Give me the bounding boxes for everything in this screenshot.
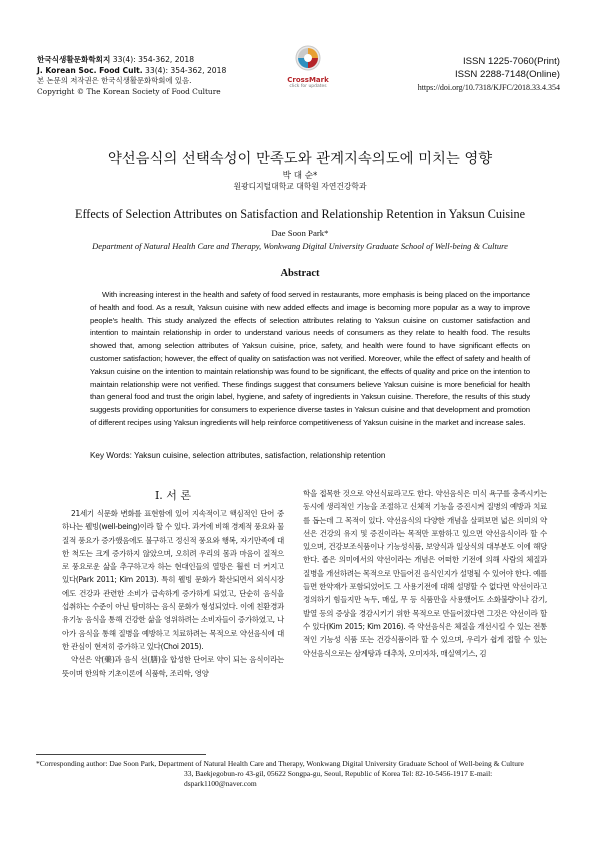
crossmark-label: CrossMark [287,76,329,84]
journal-en-name: J. Korean Soc. Food Cult. [37,65,143,75]
author-english: Dae Soon Park* [271,228,329,238]
abstract-heading: Abstract [280,268,320,279]
doi-link[interactable]: https://doi.org/10.7318/KJFC/2018.33.4.354 [417,83,560,92]
journal-en-line [37,66,226,77]
paragraph: 21세기 식문화 변화를 표현함에 있어 지속적이고 핵심적인 단어 중 하나는 웰빙(well-being)이라 할 수 있다. 과거에 비해 경제적 풍요와 물질적 풍요가 증가했음에도 불구하고 정신적 풍요와 행복, 자기만족에 대한 척도는 크게 증가하지 않았으며, 오히려 우리의 몸과 마음이 질적으로 풍요로운 삶을 추구하고자 하는 현대인들의 열망은 훨씬 더 커지고 있다(Park 2011; Kim 2013). 특히 웰빙 문화가 확산되면서 외식시장에도 건강과 관련한 소비가 급속하게 증가하게 되었고, 단순히 음식을 섭취하는 수준이 아닌 탐미하는 음식 문화가 형성되었다. 이에 친환경과 유기농 음식을 통해 건강한 삶을 영위하려는 소비자들이 증가하였고, 나아가 음식을 통해 질병을 예방하고 치료하려는 목적으로 약선음식에 대한 관심이 현저히 증가하고 있다(Choi 2015). [62,509,284,651]
crossmark-badge[interactable] [282,45,334,89]
copyright-notice: 본 논문의 저작권은 한국식생활문화학회에 있음. [37,76,192,86]
crossmark-sublabel: click for updates [289,84,327,89]
journal-ko-name: 한국식생활문화학회지 [37,55,111,64]
journal-header [37,55,226,97]
paragraph: 학을 접목한 것으로 약선식료라고도 한다. 약선음식은 미식 욕구를 충족시키는 동시에 생리적인 기능을 조절하고 신체적 기능을 증진시켜 질병의 예방과 치료를 돕는데 그 목적이 있다. 약선음식의 다양한 개념을 살펴보면 넓은 의미의 약선은 건강의 유지 및 증진이라는 목적만 포함하고 있으면 약선음식이라 할 수 있으며, 건강보조식품이나 기능성식품, 보양식과 일상식의 대부분도 이에 해당한다. 좁은 의미에서의 약선이라는 개념은 어떠한 기전에 의해 사람의 체질과 질병을 개선하려는 목적으로 만들어진 음식인지가 설명될 수 있어야 한다. 예를 들면 한약재가 포함되었어도 그 사용기전에 대해 설명할 수 없다면 약선이라고 정의하기 힘들지만 녹두, 매실, 무 등 식품만을 사용했어도 소화불량이나 감기, 발열 등의 증상을 경감시키기 위한 목적으로 만들어졌다면 그것은 약선이라 할 수 있다(Kim 2015; Kim 2016). 즉 약선음식은 체질을 개선시킬 수 있는 전통적인 기능성 식품 또는 건강식품이라 할 수 있으며, 우리가 쉽게 접할 수 있는 약선음식으로는 삼계탕과 대추차, 오미자차, 매실엑기스, 김 [303,489,547,658]
affiliation-korean: 원광디지털대학교 대학원 자연건강학과 [233,182,367,191]
footnote-line-2: 33, Baekjegobun-ro 43-gil, 05622 Songpa-gu, Seoul, Republic of Korea Tel: 82-10-5456-1917 E-mail: dspark1100@naver.com [184,769,493,789]
keywords-label: Key Words: [90,451,132,460]
journal-ko-line [37,55,226,66]
paragraph: 약선은 약(藥)과 음식 선(膳)을 합성한 단어로 약이 되는 음식이라는 뜻이며 한의학 기초이론에 식품학, 조리학, 영양 [62,655,284,678]
footnote-line-1: *Corresponding author: Dae Soon Park, Department of Natural Health Care and Therapy, Wonkwang Digital University Graduate School of Well-being & Culture [36,759,524,768]
corresponding-author-footnote [36,759,566,790]
issn-online: ISSN 2288-7148(Online) [454,69,560,80]
author-korean: 박 대 순* [282,171,318,181]
keywords-list: Yaksun cuisine, selection attributes, satisfaction, relationship retention [133,451,386,460]
journal-en-volume: 33(4): 354-362, 2018 [145,65,227,75]
abstract-body: With increasing interest in the health and safety of food served in restaurants, more emphasis is being placed on the importance of health and food. As a result, Yaksun cuisine with new added effects and image is becoming more popular as a way to improve people's health. This study analyzed the effects of selection attributes relating to Yaksun cuisine on customer satisfaction and intention to maintain relationship in order to understand various needs of consumers as they relate to health food. The results showed that, among selection attributes of Yaksun cuisine, price, safety, and health were found to have significant effects on customer satisfaction; however, the effect of quality on satisfaction was not verified. Moreover, while the effect of safety and health of Yaksun cuisine on the intention to maintain relationship was found to be significant, the effects of quality and price on the intention to maintain relationship were not verified. These findings suggest that consumers believe Yaksun cuisine is more beneficial for health than general food and trust the origin label, hygiene, and safety of ingredients in Yaksun cuisine. Therefore, the results of this study suggests providing opportunities for consumers to experience diverse tastes in Yaksun cuisine and that development and promotion of different recipes using Yaksun ingredients will help reinforce competitiveness of Yaksun cuisine in the market and increase sales. [90,290,530,427]
body-left-column [62,507,284,680]
issn-block [418,55,560,94]
issn-print: ISSN 1225-7060(Print) [462,56,560,67]
copyright-line: Copyright © The Korean Society of Food Culture [37,86,221,96]
keywords-line [90,451,540,460]
title-korean: 약선음식의 선택속성이 만족도와 관계지속의도에 미치는 영향 [107,151,493,167]
affiliation-english: Department of Natural Health Care and Therapy, Wonkwang Digital University Graduate School of Well-being & Culture [92,241,508,251]
journal-ko-volume: 33(4): 354-362, 2018 [112,55,195,64]
body-right-column [303,487,547,660]
section-heading-introduction: I. 서 론 [154,489,192,502]
crossmark-icon [295,45,321,71]
title-english: Effects of Selection Attributes on Satisfaction and Relationship Retention in Yaksun Cuisine [75,207,525,221]
footnote-rule [36,754,206,755]
